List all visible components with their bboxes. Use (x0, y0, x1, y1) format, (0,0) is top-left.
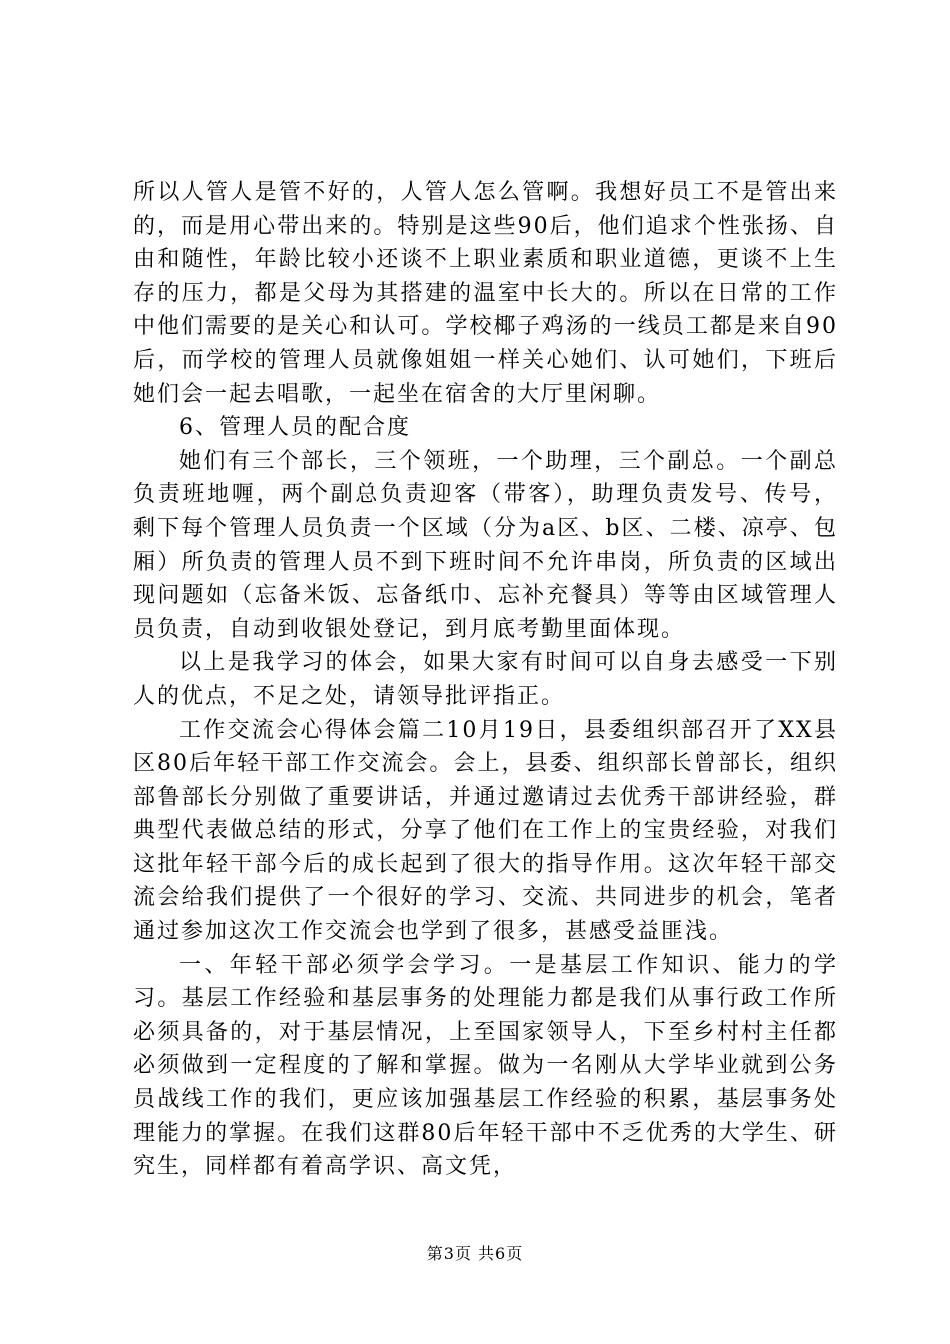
page-footer: 第3页 共6页 (426, 1244, 524, 1263)
paragraph: 以上是我学习的体会，如果大家有时间可以自身去感受一下别人的优点，不足之处，请领导批评指正。 (133, 650, 838, 709)
paragraph: 一、年轻干部必须学会学习。一是基层工作知识、能力的学习。基层工作经验和基层事务的处理能力都是我们从事行政工作所必须具备的，对于基层情况，上至国家领导人，下至乡村村主任都必须做到一定程度的了解和掌握。做为一名刚从大学毕业就到公务员战线工作的我们，更应该加强基层工作经验的积累，基层事务处理能力的掌握。在我们这群80后年轻干部中不乏优秀的大学生、研究生，同样都有着高学识、高文凭， (133, 952, 838, 1180)
section-heading: 6、管理人员的配合度 (179, 415, 411, 441)
paragraph: 工作交流会心得体会篇二10月19日，县委组织部召开了XX县区80后年轻干部工作交流会。会上，县委、组织部长曾部长，组织部鲁部长分别做了重要讲话，并通过邀请过去优秀干部讲经验，群典型代表做总结的形式，分享了他们在工作上的宝贵经验，对我们这批年轻干部今后的成长起到了很大的指导作用。这次年轻干部交流会给我们提供了一个很好的学习、交流、共同进步的机会，笔者通过参加这次工作交流会也学到了很多，甚感受益匪浅。 (133, 717, 838, 945)
paragraph: 她们有三个部长，三个领班，一个助理，三个副总。一个副总负责班地喱，两个副总负责迎客（带客），助理负责发号、传号，剩下每个管理人员负责一个区域（分为a区、b区、二楼、凉亭、包厢）所负责的管理人员不到下班时间不允许串岗，所负责的区域出现问题如（忘备米饭、忘备纸巾、忘补充餐具）等等由区域管理人员负责，自动到收银处登记，到月底考勤里面体现。 (133, 448, 838, 642)
paragraph-continuation: 所以人管人是管不好的，人管人怎么管啊。我想好员工不是管出来的，而是用心带出来的。特别是这些90后，他们追求个性张扬、自由和随性，年龄比较小还谈不上职业素质和职业道德，更谈不上生存的压力，都是父母为其搭建的温室中长大的。所以在日常的工作中他们需要的是关心和认可。学校椰子鸡汤的一线员工都是来自90后，而学校的管理人员就像姐姐一样关心她们、认可她们，下班后她们会一起去唱歌，一起坐在宿舍的大厅里闲聊。 (133, 180, 838, 407)
document-body (133, 176, 838, 1184)
